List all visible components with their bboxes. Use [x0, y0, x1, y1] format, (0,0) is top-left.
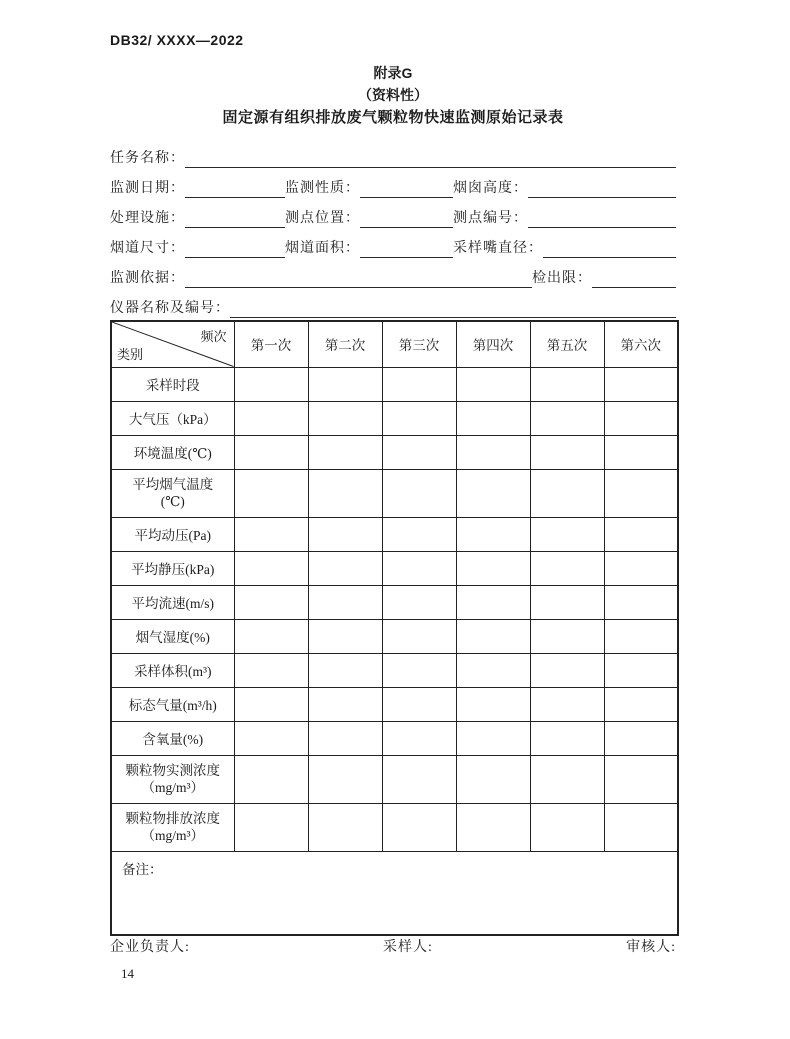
- row-label: 标态气量(m³/h): [128, 698, 217, 713]
- document-title: 固定源有组织排放废气颗粒物快速监测原始记录表: [222, 109, 564, 126]
- table-cell-empty: [604, 721, 678, 755]
- table-cell-empty: [530, 687, 604, 721]
- table-cell-empty: [530, 585, 604, 619]
- table-cell-empty: [530, 401, 604, 435]
- column-header-6: 第六次: [604, 321, 678, 367]
- row-label: 平均流速(m/s): [131, 596, 214, 611]
- reviewer-label: 审核人:: [626, 940, 676, 955]
- table-cell-empty: [456, 653, 530, 687]
- table-header-row: [111, 321, 678, 367]
- title-block: [110, 62, 676, 130]
- table-cell-empty: [530, 619, 604, 653]
- appendix-type: （资料性）: [358, 87, 428, 103]
- task-name-label: 任务名称：: [110, 151, 185, 166]
- instrument-blank: [230, 299, 676, 318]
- table-row-avg-static-pressure: [111, 551, 678, 585]
- table-cell-empty: [382, 653, 456, 687]
- table-cell-empty: [382, 755, 456, 803]
- table-cell-empty: [234, 401, 308, 435]
- point-location-label: 测点位置：: [285, 211, 360, 226]
- table-cell-empty: [456, 803, 530, 851]
- table-row-remarks: [111, 851, 678, 935]
- table-cell-empty: [234, 721, 308, 755]
- table-cell-empty: [456, 469, 530, 517]
- table-cell-empty: [308, 469, 382, 517]
- duct-area-blank: [360, 239, 453, 258]
- table-row-pm-emission-concentration: [111, 803, 678, 851]
- table-cell-empty: [308, 551, 382, 585]
- table-cell-empty: [530, 803, 604, 851]
- row-label: 平均静压(kPa): [131, 562, 215, 577]
- table-cell-empty: [382, 435, 456, 469]
- nozzle-diameter-label: 采样嘴直径：: [453, 241, 543, 256]
- signature-row: [110, 936, 676, 956]
- table-cell-empty: [604, 585, 678, 619]
- detection-limit-label: 检出限：: [532, 271, 592, 286]
- table-cell-empty: [308, 721, 382, 755]
- row-label: 采样时段: [145, 378, 200, 393]
- table-cell-empty: [456, 585, 530, 619]
- appendix-label: 附录G: [373, 65, 413, 81]
- table-cell-empty: [308, 653, 382, 687]
- row-label-unit: （mg/m³）: [141, 780, 205, 795]
- table-row-sampling-volume: [111, 653, 678, 687]
- table-cell-empty: [604, 517, 678, 551]
- table-cell-empty: [234, 653, 308, 687]
- table-cell-empty: [456, 755, 530, 803]
- chimney-height-label: 烟囱高度：: [453, 181, 528, 196]
- field-row-facility: [110, 198, 676, 228]
- table-cell-empty: [530, 755, 604, 803]
- table-cell-empty: [530, 551, 604, 585]
- table-cell-empty: [604, 619, 678, 653]
- table-cell-empty: [234, 619, 308, 653]
- table-cell-empty: [604, 653, 678, 687]
- header-fields: [110, 138, 676, 318]
- table-cell-empty: [456, 551, 530, 585]
- table-row-avg-dynamic-pressure: [111, 517, 678, 551]
- table-cell-empty: [530, 469, 604, 517]
- field-row-duct: [110, 228, 676, 258]
- table-cell-empty: [530, 517, 604, 551]
- table-cell-empty: [234, 435, 308, 469]
- row-label: 平均烟气温度: [132, 477, 214, 492]
- column-header-5: 第五次: [530, 321, 604, 367]
- table-cell-empty: [234, 517, 308, 551]
- column-header-4: 第四次: [456, 321, 530, 367]
- row-label: 颗粒物排放浓度: [125, 811, 220, 826]
- table-row-ambient-temperature: [111, 435, 678, 469]
- point-number-label: 测点编号：: [453, 211, 528, 226]
- monitor-basis-label: 监测依据：: [110, 271, 185, 286]
- table-cell-empty: [530, 653, 604, 687]
- table-cell-empty: [382, 803, 456, 851]
- table-cell-empty: [382, 687, 456, 721]
- row-label: 颗粒物实测浓度: [125, 763, 220, 778]
- remarks-label: 备注：: [122, 861, 163, 877]
- table-cell-empty: [382, 551, 456, 585]
- table-cell-empty: [604, 469, 678, 517]
- table-row-sampling-period: [111, 367, 678, 401]
- table-cell-empty: [604, 367, 678, 401]
- page-number: 14: [121, 966, 134, 981]
- row-label: 烟气湿度(%): [135, 630, 210, 645]
- table-row-avg-velocity: [111, 585, 678, 619]
- table-cell-empty: [604, 401, 678, 435]
- duct-size-label: 烟道尺寸：: [110, 241, 185, 256]
- point-location-blank: [360, 209, 453, 228]
- table-cell-empty: [234, 551, 308, 585]
- table-cell-empty: [308, 517, 382, 551]
- table-cell-empty: [604, 803, 678, 851]
- field-row-date: [110, 168, 676, 198]
- task-name-blank: [185, 149, 676, 168]
- row-label: 环境温度(℃): [133, 446, 212, 461]
- table-cell-empty: [234, 687, 308, 721]
- table-cell-empty: [604, 551, 678, 585]
- table-cell-empty: [382, 401, 456, 435]
- sampler-label: 采样人:: [383, 940, 433, 955]
- table-cell-empty: [456, 401, 530, 435]
- table-cell-empty: [382, 585, 456, 619]
- table-cell-empty: [308, 687, 382, 721]
- table-cell-empty: [234, 803, 308, 851]
- point-number-blank: [528, 209, 676, 228]
- column-header-3: 第三次: [382, 321, 456, 367]
- treatment-facility-blank: [185, 209, 285, 228]
- corner-header-cell: [111, 321, 234, 367]
- table-cell-empty: [234, 367, 308, 401]
- table-cell-empty: [604, 687, 678, 721]
- table-cell-empty: [308, 619, 382, 653]
- monitor-nature-label: 监测性质：: [285, 181, 360, 196]
- table-row-flue-gas-humidity: [111, 619, 678, 653]
- table-cell-empty: [604, 435, 678, 469]
- table-row-avg-flue-gas-temperature: [111, 469, 678, 517]
- table-cell-empty: [234, 469, 308, 517]
- table-cell-empty: [382, 619, 456, 653]
- table-row-standard-gas-flow: [111, 687, 678, 721]
- table-cell-empty: [456, 721, 530, 755]
- row-label-unit: (℃): [160, 494, 185, 509]
- monitor-nature-blank: [360, 179, 453, 198]
- table-cell-empty: [382, 721, 456, 755]
- instrument-label: 仪器名称及编号：: [110, 301, 230, 316]
- standard-code: DB32/ XXXX—2022: [110, 32, 244, 48]
- column-header-1: 第一次: [234, 321, 308, 367]
- duct-size-blank: [185, 239, 285, 258]
- table-row-pm-measured-concentration: [111, 755, 678, 803]
- table-cell-empty: [308, 367, 382, 401]
- table-cell-empty: [530, 367, 604, 401]
- table-cell-empty: [382, 367, 456, 401]
- corner-category-label: 类别: [117, 346, 144, 362]
- nozzle-diameter-blank: [543, 239, 676, 258]
- company-head-label: 企业负责人:: [110, 940, 190, 955]
- monitor-date-blank: [185, 179, 285, 198]
- table-cell-empty: [530, 435, 604, 469]
- remarks-cell: [111, 851, 678, 935]
- corner-frequency-label: 频次: [200, 329, 227, 344]
- table-cell-empty: [456, 367, 530, 401]
- detection-limit-blank: [592, 269, 676, 288]
- table-cell-empty: [456, 517, 530, 551]
- monitoring-record-table: [110, 320, 679, 936]
- row-label: 含氧量(%): [142, 732, 204, 747]
- table-cell-empty: [530, 721, 604, 755]
- column-header-2: 第二次: [308, 321, 382, 367]
- table-cell-empty: [382, 517, 456, 551]
- table-cell-empty: [308, 755, 382, 803]
- monitor-date-label: 监测日期：: [110, 181, 185, 196]
- table-cell-empty: [308, 435, 382, 469]
- table-row-atmospheric-pressure: [111, 401, 678, 435]
- table-cell-empty: [604, 755, 678, 803]
- row-label: 平均动压(Pa): [134, 528, 211, 543]
- table-cell-empty: [456, 435, 530, 469]
- field-row-basis: [110, 258, 676, 288]
- field-row-task: [110, 138, 676, 168]
- chimney-height-blank: [528, 179, 676, 198]
- monitor-basis-blank: [185, 269, 532, 288]
- table-cell-empty: [234, 585, 308, 619]
- table-cell-empty: [308, 401, 382, 435]
- table-cell-empty: [308, 803, 382, 851]
- duct-area-label: 烟道面积：: [285, 241, 360, 256]
- table-row-oxygen-content: [111, 721, 678, 755]
- table-cell-empty: [308, 585, 382, 619]
- row-label: 采样体积(m³): [133, 664, 212, 679]
- table-cell-empty: [456, 687, 530, 721]
- row-label-unit: （mg/m³）: [141, 828, 205, 843]
- table-cell-empty: [456, 619, 530, 653]
- table-cell-empty: [382, 469, 456, 517]
- table-cell-empty: [234, 755, 308, 803]
- treatment-facility-label: 处理设施：: [110, 211, 185, 226]
- row-label: 大气压（kPa）: [128, 412, 217, 427]
- field-row-instrument: [110, 288, 676, 318]
